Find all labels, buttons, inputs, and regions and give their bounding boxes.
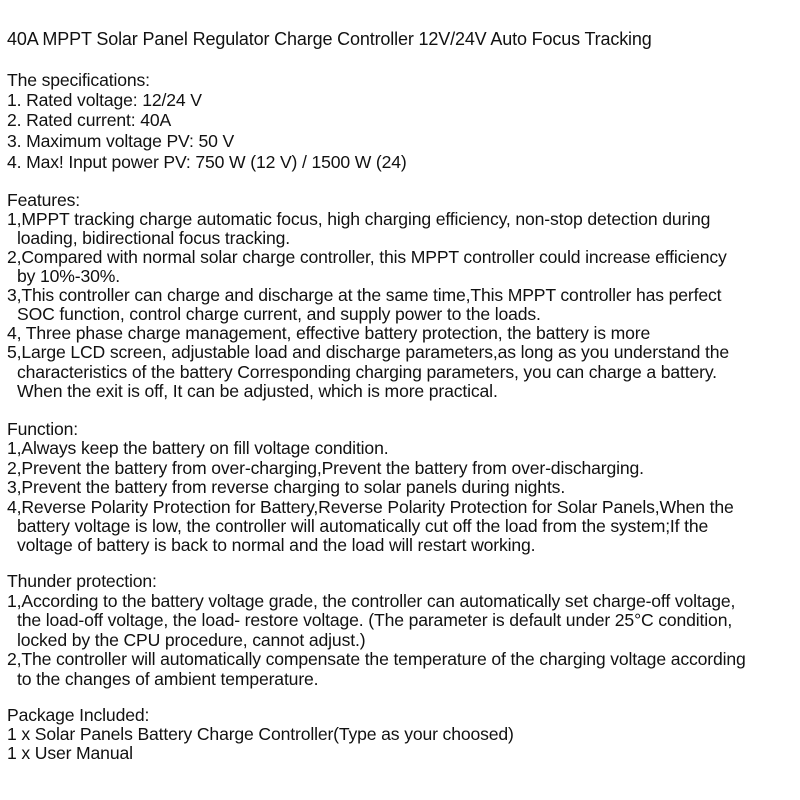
function-line: voltage of battery is back to normal and the load will restart working. xyxy=(17,535,536,555)
function-line: 2,Prevent the battery from over-charging,Prevent the battery from over-discharging. xyxy=(7,458,644,478)
thunder-line: the load-off voltage, the load- restore voltage. (The parameter is default under 25°C condition, xyxy=(17,610,733,630)
specifications-line: 4. Max! Input power PV: 750 W (12 V) / 1500 W (24) xyxy=(7,152,407,172)
page-title: 40A MPPT Solar Panel Regulator Charge Controller 12V/24V Auto Focus Tracking xyxy=(7,29,652,49)
features-line: 4, Three phase charge management, effective battery protection, the battery is more xyxy=(7,323,651,343)
function-line: 4,Reverse Polarity Protection for Battery,Reverse Polarity Protection for Solar Panels,When the xyxy=(7,497,734,517)
package-line: 1 x User Manual xyxy=(7,743,133,763)
features-line: 3,This controller can charge and discharge at the same time,This MPPT controller has perfect xyxy=(7,285,722,305)
features-line: SOC function, control charge current, and supply power to the loads. xyxy=(17,304,541,324)
features-line: 2,Compared with normal solar charge controller, this MPPT controller could increase efficiency xyxy=(7,247,727,267)
features-line: characteristics of the battery Corresponding charging parameters, you can charge a battery. xyxy=(17,362,717,382)
function-line: battery voltage is low, the controller will automatically cut off the load from the system;If the xyxy=(17,516,709,536)
thunder-heading: Thunder protection: xyxy=(7,571,157,591)
function-line: 1,Always keep the battery on fill voltage condition. xyxy=(7,438,389,458)
features-line: When the exit is off, It can be adjusted, which is more practical. xyxy=(17,381,498,401)
specifications-line: 3. Maximum voltage PV: 50 V xyxy=(7,131,235,151)
package-line: 1 x Solar Panels Battery Charge Controller(Type as your choosed) xyxy=(7,724,514,744)
thunder-line: locked by the CPU procedure, cannot adjust.) xyxy=(17,630,366,650)
features-line: by 10%-30%. xyxy=(17,266,120,286)
thunder-line: 1,According to the battery voltage grade, the controller can automatically set charge-off voltage, xyxy=(7,591,736,611)
features-line: 1,MPPT tracking charge automatic focus, high charging efficiency, non-stop detection during xyxy=(7,209,711,229)
specifications-line: 2. Rated current: 40A xyxy=(7,110,172,130)
features-heading: Features: xyxy=(7,190,80,210)
thunder-line: 2,The controller will automatically compensate the temperature of the charging voltage according xyxy=(7,649,746,669)
specifications-line: 1. Rated voltage: 12/24 V xyxy=(7,90,202,110)
features-line: loading, bidirectional focus tracking. xyxy=(17,228,291,248)
features-line: 5,Large LCD screen, adjustable load and discharge parameters,as long as you understand the xyxy=(7,342,729,362)
package-heading: Package Included: xyxy=(7,705,150,725)
thunder-line: to the changes of ambient temperature. xyxy=(17,669,319,689)
function-heading: Function: xyxy=(7,419,79,439)
specifications-heading: The specifications: xyxy=(7,70,150,90)
function-line: 3,Prevent the battery from reverse charging to solar panels during nights. xyxy=(7,477,566,497)
